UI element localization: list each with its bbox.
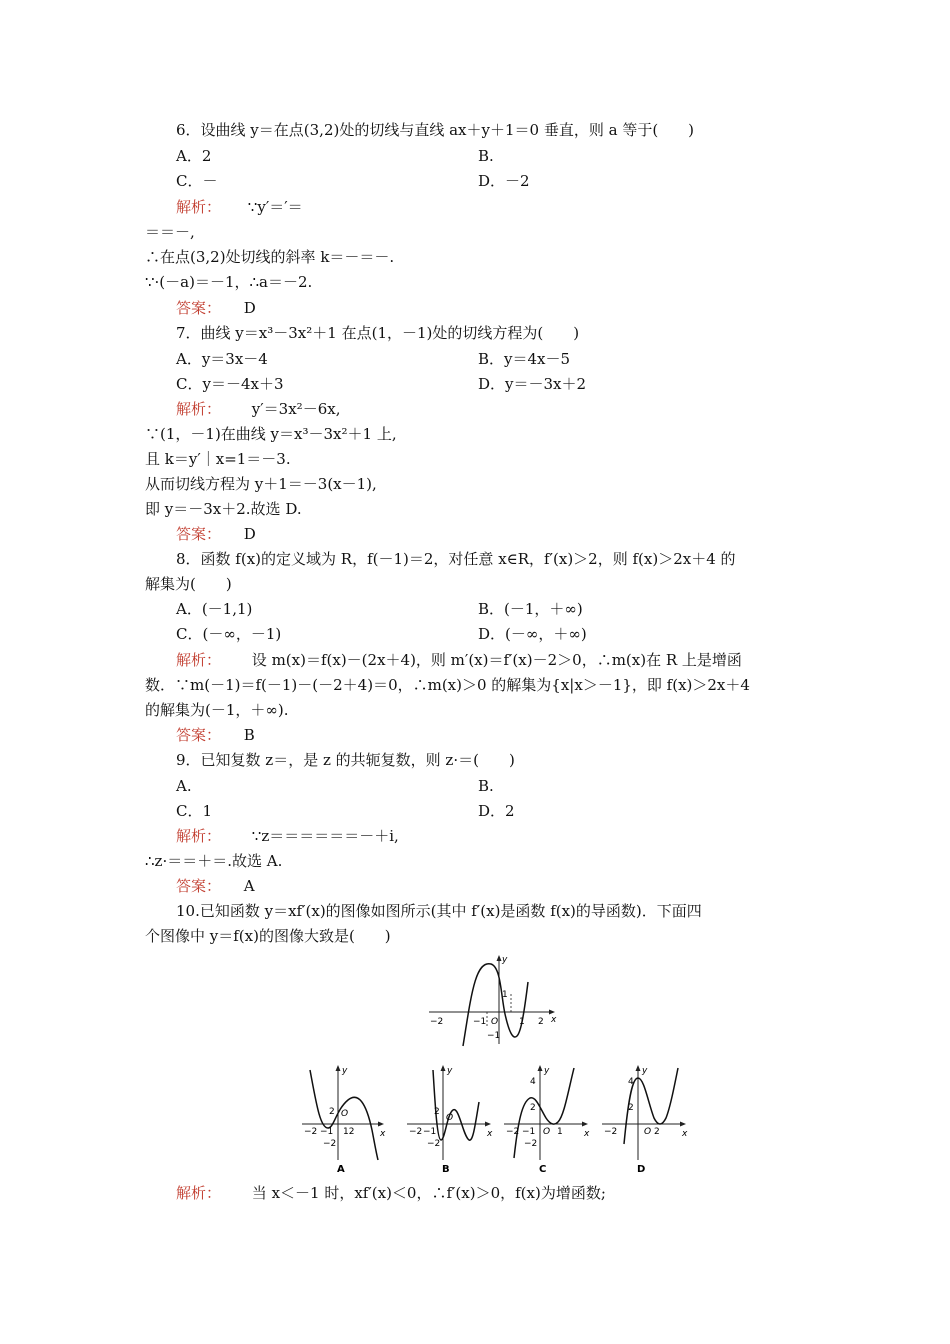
- q6-stem: 6．设曲线 y＝在点(3,2)处的切线与直线 ax＋y＋1＝0 垂直，则 a 等于( ): [176, 121, 695, 139]
- tick-label: 1: [519, 1017, 525, 1027]
- x-axis-label: x: [682, 1129, 688, 1139]
- q7-answer: [176, 524, 256, 544]
- tick-label: 2: [434, 1107, 440, 1117]
- tick-label: 2: [530, 1103, 536, 1113]
- tick-label: −2: [506, 1127, 520, 1137]
- tick-label: 2: [628, 1103, 634, 1113]
- q10-stem-line-1: 10.已知函数 y＝xf′(x)的图像如图所示(其中 f′(x)是函数 f(x)的导函数)．下面四: [176, 902, 702, 920]
- solution-label: 解析：: [176, 1184, 222, 1202]
- tick-label: −1: [320, 1127, 334, 1137]
- q8-answer: [176, 725, 255, 745]
- tick-label: −1: [423, 1127, 437, 1137]
- origin-label: O: [644, 1127, 652, 1137]
- q9-option-d: D．2: [478, 802, 515, 820]
- y-axis-arrow: [441, 1065, 446, 1071]
- x-axis-arrow: [485, 1122, 491, 1127]
- tick-label: 1: [557, 1127, 563, 1137]
- q7-option-c: C．y＝－4x＋3: [176, 375, 284, 393]
- option-label: C: [539, 1164, 547, 1174]
- solution-text: 设 m(x)＝f(x)－(2x＋4)，则 m′(x)＝f′(x)－2＞0，∴m(x)在 R 上是增函: [251, 651, 742, 669]
- q6-solution-line-3: ∴在点(3,2)处切线的斜率 k＝－＝－.: [145, 248, 395, 266]
- x-axis-arrow: [378, 1122, 384, 1127]
- y-axis-label: y: [447, 1066, 453, 1076]
- q8-solution-line-3: 的解集为(－1，＋∞).: [145, 701, 289, 719]
- q7-solution-line-4: 从而切线方程为 y＋1＝－3(x－1),: [145, 475, 377, 493]
- tick-label: −2: [604, 1127, 618, 1137]
- tick-label: −2: [524, 1139, 538, 1149]
- q9-solution-line-2: ∴z·＝＝＋＝.故选 A.: [145, 852, 283, 870]
- q7-solution-line-5: 即 y＝－3x＋2.故选 D.: [145, 500, 302, 518]
- curve: [433, 1070, 479, 1140]
- option-label: B: [442, 1164, 450, 1174]
- solution-label: 解析：: [176, 400, 222, 418]
- x-axis-arrow: [549, 1010, 555, 1015]
- q9-option-b: B.: [478, 777, 494, 795]
- q9-solution-line-1: [176, 826, 399, 846]
- q8-option-b: B．(－1，＋∞): [478, 600, 583, 618]
- q9-answer: [176, 876, 255, 896]
- x-axis-label: x: [584, 1129, 590, 1139]
- q6-solution-line-1: [176, 197, 303, 217]
- tick-label: −1: [473, 1017, 487, 1027]
- q8-solution-line-2: 数．∵m(－1)＝f(－1)－(－2＋4)＝0，∴m(x)＞0 的解集为{x|x＞－1}，即 f(x)＞2x＋4: [145, 676, 750, 694]
- q7-option-d: D．y＝－3x＋2: [478, 375, 587, 393]
- answer-label: 答案：: [176, 726, 222, 744]
- q7-option-a: A．y＝3x－4: [176, 350, 268, 368]
- q7-solution-line-1: [176, 399, 340, 419]
- q9-option-a: A.: [176, 777, 192, 795]
- solution-text: 当 x＜－1 时，xf′(x)＜0，∴f′(x)＞0，f(x)为增函数;: [251, 1184, 606, 1202]
- y-axis-arrow: [636, 1065, 641, 1071]
- option-label: A: [337, 1164, 345, 1174]
- origin-label: O: [543, 1127, 551, 1137]
- tick-label: −2: [323, 1139, 337, 1149]
- solution-text: y′＝3x²－6x,: [251, 400, 341, 418]
- tick-label: −2: [430, 1017, 444, 1027]
- solution-label: 解析：: [176, 827, 222, 845]
- option-b-graph: [403, 1062, 495, 1174]
- tick-label: 4: [628, 1077, 634, 1087]
- q6-option-c: C．－: [176, 172, 218, 190]
- tick-label: −1: [522, 1127, 536, 1137]
- tick-label: −2: [304, 1127, 318, 1137]
- origin-label: O: [341, 1109, 349, 1119]
- x-axis-label: x: [380, 1129, 386, 1139]
- y-axis-label: y: [544, 1066, 550, 1076]
- q7-option-b: B．y＝4x－5: [478, 350, 571, 368]
- q7-stem: 7．曲线 y＝x³－3x²＋1 在点(1，－1)处的切线方程为( ): [176, 324, 580, 342]
- y-axis-label: y: [502, 955, 508, 965]
- option-a-graph: [298, 1062, 388, 1174]
- tick-label: 2: [329, 1107, 335, 1117]
- q8-option-c: C．(－∞，－1): [176, 625, 282, 643]
- origin-label: O: [446, 1113, 454, 1123]
- q7-solution-line-3: 且 k＝y′｜x=1＝－3.: [145, 450, 291, 468]
- answer-value: D: [243, 299, 256, 317]
- q8-option-a: A．(－1,1): [176, 600, 253, 618]
- q6-option-b: B.: [478, 147, 494, 165]
- x-axis-label: x: [487, 1129, 493, 1139]
- tick-label: −2: [427, 1139, 441, 1149]
- q6-solution-line-4: ∵·(－a)＝－1，∴a＝－2.: [145, 273, 313, 291]
- answer-value: A: [243, 877, 255, 895]
- y-axis-arrow: [336, 1065, 341, 1071]
- q6-solution-line-2: ＝＝－,: [145, 223, 195, 241]
- q9-stem: 9．已知复数 z＝，是 z 的共轭复数，则 z·＝( ): [176, 751, 515, 769]
- x-axis-arrow: [680, 1122, 686, 1127]
- figure-xfprime-graph: [425, 952, 560, 1047]
- answer-label: 答案：: [176, 525, 222, 543]
- y-axis-arrow: [497, 955, 502, 961]
- tick-label: 12: [343, 1127, 355, 1137]
- tick-label: 4: [530, 1077, 536, 1087]
- solution-text: ∵y′＝′＝: [247, 198, 303, 216]
- q6-answer: [176, 298, 256, 318]
- q10-solution-line-1: [176, 1183, 606, 1203]
- tick-label: −2: [409, 1127, 423, 1137]
- answer-label: 答案：: [176, 299, 222, 317]
- q9-option-c: C．1: [176, 802, 213, 820]
- x-axis-arrow: [582, 1122, 588, 1127]
- q8-stem-line-2: 解集为( ): [145, 575, 232, 593]
- solution-label: 解析：: [176, 198, 222, 216]
- origin-label: O: [491, 1017, 499, 1027]
- tick-label: 2: [654, 1127, 660, 1137]
- option-label: D: [637, 1164, 646, 1174]
- q6-option-a: A．2: [176, 147, 212, 165]
- q8-stem-line-1: 8．函数 f(x)的定义域为 R，f(－1)＝2，对任意 x∈R，f′(x)＞2，则 f(x)＞2x＋4 的: [176, 550, 736, 568]
- y-axis-arrow: [538, 1065, 543, 1071]
- answer-value: B: [243, 726, 255, 744]
- q8-option-d: D．(－∞，＋∞): [478, 625, 587, 643]
- q7-solution-line-2: ∵(1，－1)在曲线 y＝x³－3x²＋1 上,: [145, 425, 397, 443]
- option-c-graph: [500, 1062, 592, 1174]
- y-axis-label: y: [342, 1066, 348, 1076]
- tick-label: 2: [538, 1017, 544, 1027]
- solution-text: ∵z＝＝＝＝＝＝－＋i,: [251, 827, 399, 845]
- tick-label: 1: [502, 990, 508, 1000]
- solution-label: 解析：: [176, 651, 222, 669]
- q8-solution-line-1: [176, 650, 742, 670]
- curve: [514, 1068, 574, 1158]
- option-d-graph: [598, 1062, 690, 1174]
- tick-label: −1: [487, 1031, 501, 1041]
- x-axis-label: x: [551, 1015, 557, 1025]
- y-axis-label: y: [642, 1066, 648, 1076]
- q10-stem-line-2: 个图像中 y＝f(x)的图像大致是( ): [145, 927, 391, 945]
- answer-label: 答案：: [176, 877, 222, 895]
- answer-value: D: [243, 525, 256, 543]
- q6-option-d: D．－2: [478, 172, 530, 190]
